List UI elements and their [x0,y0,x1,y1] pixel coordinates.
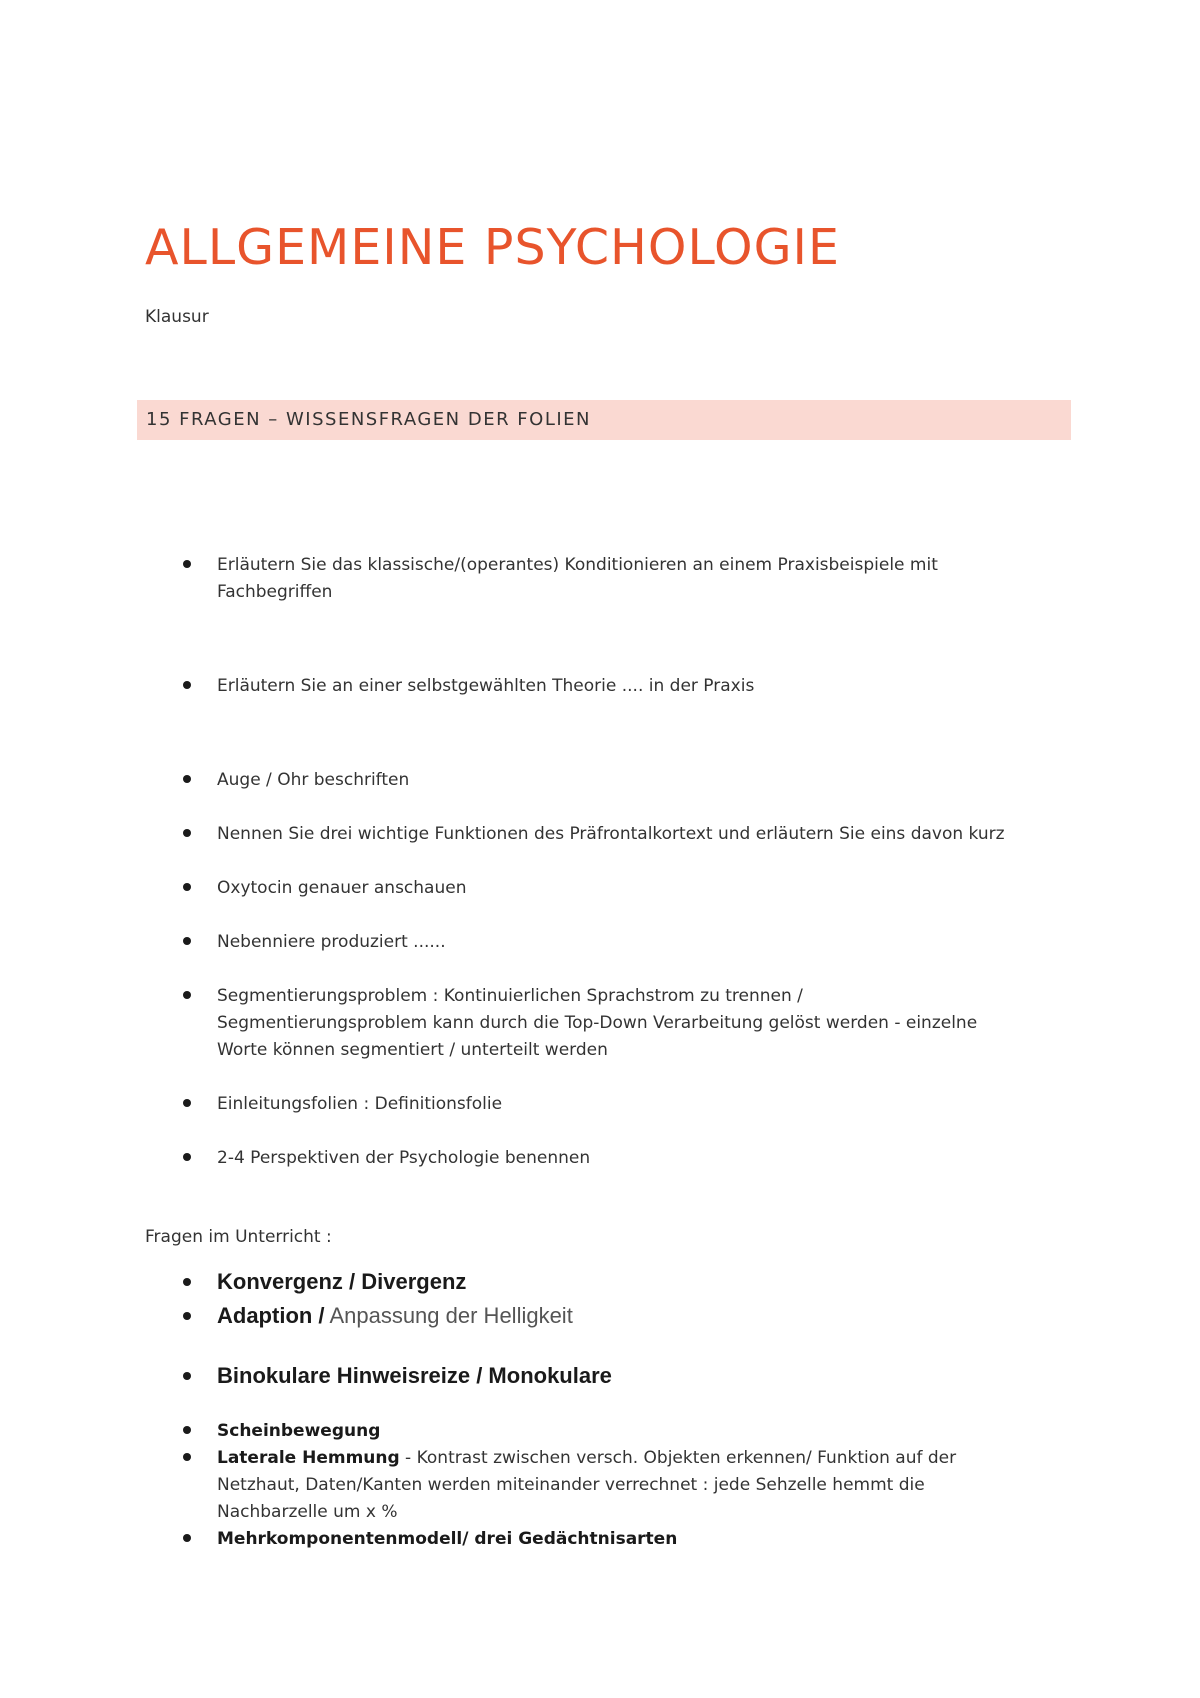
question-item: 2-4 Perspektiven der Psychologie benennen [217,1148,591,1168]
bullet-icon [183,775,191,783]
bullet-icon [183,1453,191,1461]
classroom-item: Scheinbewegung [217,1421,381,1441]
question-item: Auge / Ohr beschriften [217,770,410,790]
bullet-icon [183,1099,191,1107]
question-item: Nebenniere produziert ...... [217,932,446,952]
classroom-item: Mehrkomponentenmodell/ drei Gedächtnisarten [217,1529,678,1549]
question-item: Erläutern Sie an einer selbstgewählten Theorie .... in der Praxis [217,676,755,696]
classroom-item: Laterale Hemmung - Kontrast zwischen versch. Objekten erkennen/ Funktion auf der Netzhaut, Daten/Kanten werden miteinander verrechnet : jede Sehzelle hemmt die Nachbarzelle um x % [217,1448,957,1522]
bullet-icon [183,829,191,837]
classroom-questions-label: Fragen im Unterricht : [145,1227,332,1247]
question-item: Oxytocin genauer anschauen [217,878,467,898]
bullet-icon [183,560,191,568]
classroom-item: Konvergenz / Divergenz [217,1269,467,1294]
bullet-icon [183,1426,191,1434]
document-subtitle: Klausur [145,307,209,327]
question-item: Erläutern Sie das klassische/(operantes) Konditionieren an einem Praxisbeispiele mit Fachbegriffen [217,555,938,602]
bullet-icon [183,1372,191,1380]
section-heading: 15 FRAGEN – WISSENSFRAGEN DER FOLIEN [146,409,591,430]
bullet-icon [183,681,191,689]
question-item: Segmentierungsproblem : Kontinuierlichen Sprachstrom zu trennen / Segmentierungsproblem kann durch die Top-Down Verarbeitung gelöst werden - einzelne Worte können segmentiert / unterteilt werden [217,986,978,1060]
bullet-icon [183,1153,191,1161]
bullet-icon [183,1312,191,1320]
question-item: Einleitungsfolien : Definitionsfolie [217,1094,503,1114]
bullet-icon [183,1534,191,1542]
section-heading-band [137,400,1071,440]
classroom-item: Adaption / Anpassung der Helligkeit [217,1303,573,1328]
classroom-item: Binokulare Hinweisreize / Monokulare [217,1363,612,1388]
bullet-icon [183,991,191,999]
question-item: Nennen Sie drei wichtige Funktionen des Präfrontalkortext und erläutern Sie eins davon kurz [217,824,1005,844]
bullet-icon [183,937,191,945]
bullet-icon [183,1278,191,1286]
document-title: ALLGEMEINE PSYCHOLOGIE [145,219,840,276]
bullet-icon [183,883,191,891]
